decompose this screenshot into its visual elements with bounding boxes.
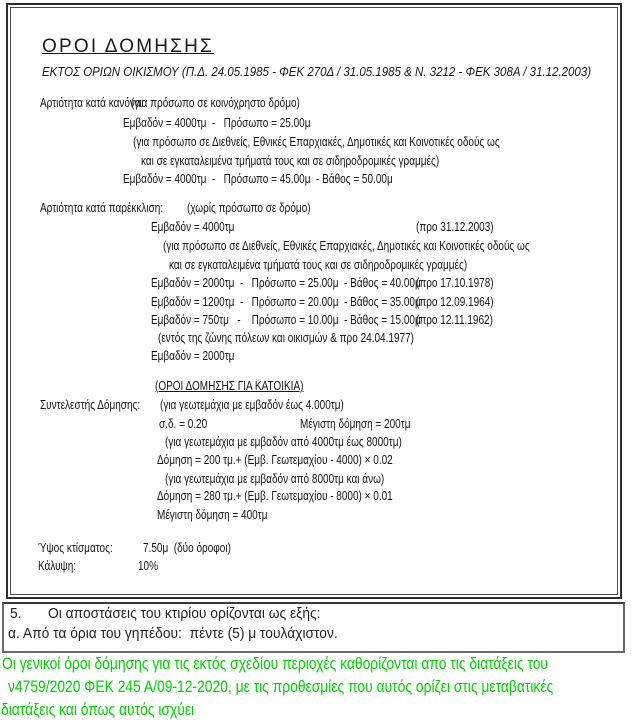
- coverage-label: Κάλυψη:: [38, 559, 77, 573]
- distances-subitem-text: α. Από τα όρια του γηπέδου: πέντε (5) μ τουλάχιστον.: [8, 625, 338, 642]
- building-height-value: 7.50μ (δύο όροφοι): [143, 541, 231, 555]
- building-height-label: Ύψος κτίσματος:: [38, 541, 113, 555]
- doc-title: ΟΡΟΙ ΔΟΜΗΣΗΣ: [42, 36, 214, 57]
- adequacy-exception-date: (προ 12.11.1962): [416, 313, 493, 327]
- coverage-value: 10%: [138, 559, 159, 573]
- adequacy-exception-row: Εμβαδόν = 2000τμ - Πρόσωπο = 25.00μ - Βάθος = 40.00μ: [151, 276, 421, 290]
- building-factor-row: Δόμηση = 280 τμ.+ (Εμβ. Γεωτεμαχίου - 8000) × 0.01: [157, 489, 393, 503]
- general-terms-note-line: διατάξεις και όπως αυτός ισχύει: [1, 701, 195, 719]
- adequacy-exception-date: (προ 12.09.1964): [416, 295, 494, 309]
- adequacy-exception-row: Εμβαδόν = 2000τμ: [151, 349, 235, 363]
- adequacy-exception-label: Αρτιότητα κατά παρέκκλιση:: [40, 201, 164, 215]
- adequacy-exception-row: Εμβαδόν = 4000τμ: [151, 220, 235, 234]
- adequacy-rule-row: Εμβαδόν = 4000τμ - Πρόσωπο = 45.00μ - Βάθος = 50.00μ: [123, 172, 393, 186]
- adequacy-exception-note: (χωρίς πρόσωπο σε δρόμο): [187, 201, 311, 215]
- adequacy-rule-row: Εμβαδόν = 4000τμ - Πρόσωπο = 25.00μ: [123, 116, 311, 130]
- building-factor-row: (για γεωτεμάχια με εμβαδόν από 4000τμ έως 8000τμ): [165, 435, 402, 449]
- decree-reference: ΕΚΤΟΣ ΟΡΙΩΝ ΟΙΚΙΣΜΟΥ (Π.Δ. 24.05.1985 - ΦΕΚ 270Δ / 31.05.1985 & Ν. 3212 - ΦΕΚ 308Α / 31.12.2003): [42, 65, 592, 79]
- general-terms-note-line: Οι γενικοί όροι δόμησης για τις εκτός σχεδίου περιοχές καθορίζονται απο τις διατάξεις του: [2, 655, 548, 673]
- adequacy-exception-row: (εντός της ζώνης πόλεων και οικισμών & προ 24.04.1977): [158, 331, 414, 345]
- adequacy-exception-row: (για πρόσωπο σε Διεθνείς, Εθνικές Επαρχιακές, Δημοτικές και Κοινοτικές οδούς ως: [163, 239, 530, 253]
- distances-item-number: 5.: [10, 605, 22, 622]
- adequacy-exception-date: (προ 31.12.2003): [416, 220, 494, 234]
- building-factor-row: Μέγιστη δόμηση = 400τμ: [157, 508, 268, 522]
- housing-terms-heading: (ΟΡΟΙ ΔΟΜΗΣΗΣ ΓΙΑ ΚΑΤΟΙΚΙΑ): [155, 379, 304, 393]
- adequacy-exception-row: Εμβαδόν = 750τμ - Πρόσωπο = 10.00μ - Βάθος = 15.00μ: [151, 313, 421, 327]
- building-factor-label: Συντελεστής Δόμησης:: [40, 398, 141, 412]
- general-terms-note-line: ν4759/2020 ΦΕΚ 245 Α/09-12-2020, με τις προθεσμίες που αυτός ορίζει στις μεταβατικές: [8, 678, 554, 696]
- building-factor-max: Μέγιστη δόμηση = 200τμ: [300, 417, 411, 431]
- adequacy-exception-row: και σε εγκαταλειμένα τμήματά τους και σε σιδηροδρομικές γραμμές): [169, 258, 468, 272]
- adequacy-rule-row: και σε εγκαταλειμένα τμήματά τους και σε σιδηροδρομικές γραμμές): [141, 154, 440, 168]
- adequacy-exception-row: Εμβαδόν = 1200τμ - Πρόσωπο = 20.00μ - Βάθος = 35.00μ: [151, 295, 421, 309]
- adequacy-rule-note: (για πρόσωπο σε κοινόχρηστο δρόμο): [131, 96, 300, 110]
- building-factor-sd: σ.δ. = 0.20: [159, 417, 208, 431]
- distances-item-text: Οι αποστάσεις του κτιρίου ορίζονται ως εξής:: [48, 605, 321, 622]
- adequacy-exception-date: (προ 17.10.1978): [416, 276, 494, 290]
- adequacy-rule-row: (για πρόσωπο σε Διεθνείς, Εθνικές Επαρχιακές, Δημοτικές και Κοινοτικές οδούς ως: [133, 135, 500, 149]
- adequacy-rule-label: Αρτιότητα κατά κανόνα:: [40, 96, 144, 110]
- building-factor-note: (για γεωτεμάχια με εμβαδόν έως 4.000τμ): [160, 398, 344, 412]
- building-factor-row: Δόμηση = 200 τμ.+ (Εμβ. Γεωτεμαχίου - 4000) × 0.02: [157, 453, 393, 467]
- building-factor-row: (για γεωτεμάχια με εμβαδόν από 8000τμ και άνω): [165, 472, 385, 486]
